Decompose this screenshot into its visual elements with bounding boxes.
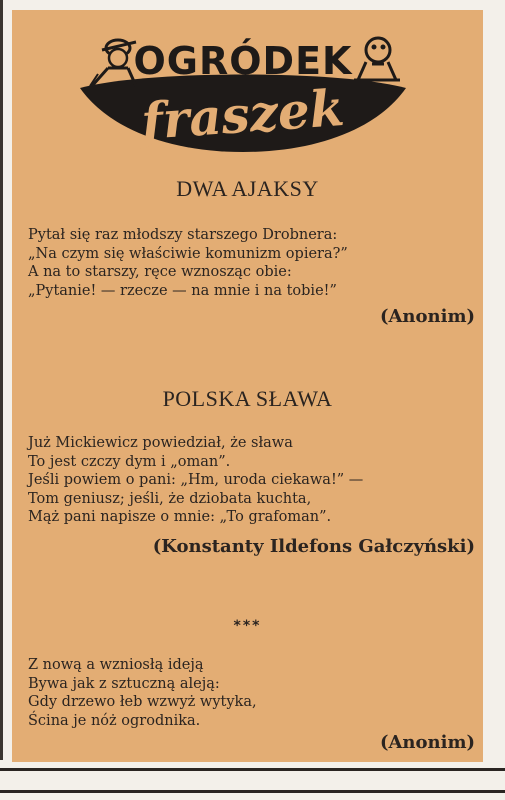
- verse-line: Bywa jak z sztuczną aleją:: [28, 675, 220, 692]
- left-edge-rule: [0, 0, 3, 760]
- gardener-figure-icon: [90, 40, 136, 86]
- poem-author: (Anonim): [379, 306, 475, 327]
- verse-line: Mąż pani napisze o mnie: „To grafoman”.: [28, 509, 332, 525]
- masthead-logo: [78, 28, 408, 152]
- masthead-top-text: OGRÓDEK: [133, 39, 353, 83]
- masthead-bottom-text: fraszek: [139, 77, 347, 152]
- verse-line: „Pytanie! — rzecze — na mnie i na tobie!”: [28, 282, 337, 299]
- poem-verse: [28, 656, 257, 730]
- verse-line: Jeśli powiem o pani: „Hm, uroda ciekawa!” —: [28, 472, 364, 488]
- bird-figure-icon: [354, 38, 400, 80]
- poem-title-asterisks: ***: [233, 618, 262, 634]
- verse-line: Już Mickiewicz powiedział, że sława: [28, 435, 293, 451]
- poem-title: POLSKA SŁAWA: [162, 386, 333, 411]
- verse-line: Z nową a wzniosłą ideją: [28, 657, 204, 673]
- verse-line: Gdy drzewo łeb wzwyż wytyka,: [28, 694, 257, 710]
- verse-line: Tom geniusz; jeśli, że dziobata kuchta,: [28, 490, 312, 507]
- poem-verse: [28, 226, 348, 300]
- bottom-rule: [0, 790, 505, 793]
- poem-author: (Anonim): [379, 732, 475, 753]
- verse-line: A na to starszy, ręce wznosząc obie:: [28, 264, 292, 280]
- poem-title: DWA AJAKSY: [176, 176, 319, 201]
- bottom-rule: [0, 768, 505, 771]
- verse-line: Ścina je nóż ogrodnika.: [28, 712, 201, 729]
- verse-line: Pytał się raz młodszy starszego Drobnera:: [28, 227, 338, 243]
- verse-line: To jest czczy dym i „oman”.: [28, 453, 231, 470]
- verse-line: „Na czym się właściwie komunizm opiera?”: [28, 245, 348, 262]
- poem-author: (Konstanty Ildefons Gałczyński): [152, 536, 475, 557]
- poem-verse: [28, 434, 363, 527]
